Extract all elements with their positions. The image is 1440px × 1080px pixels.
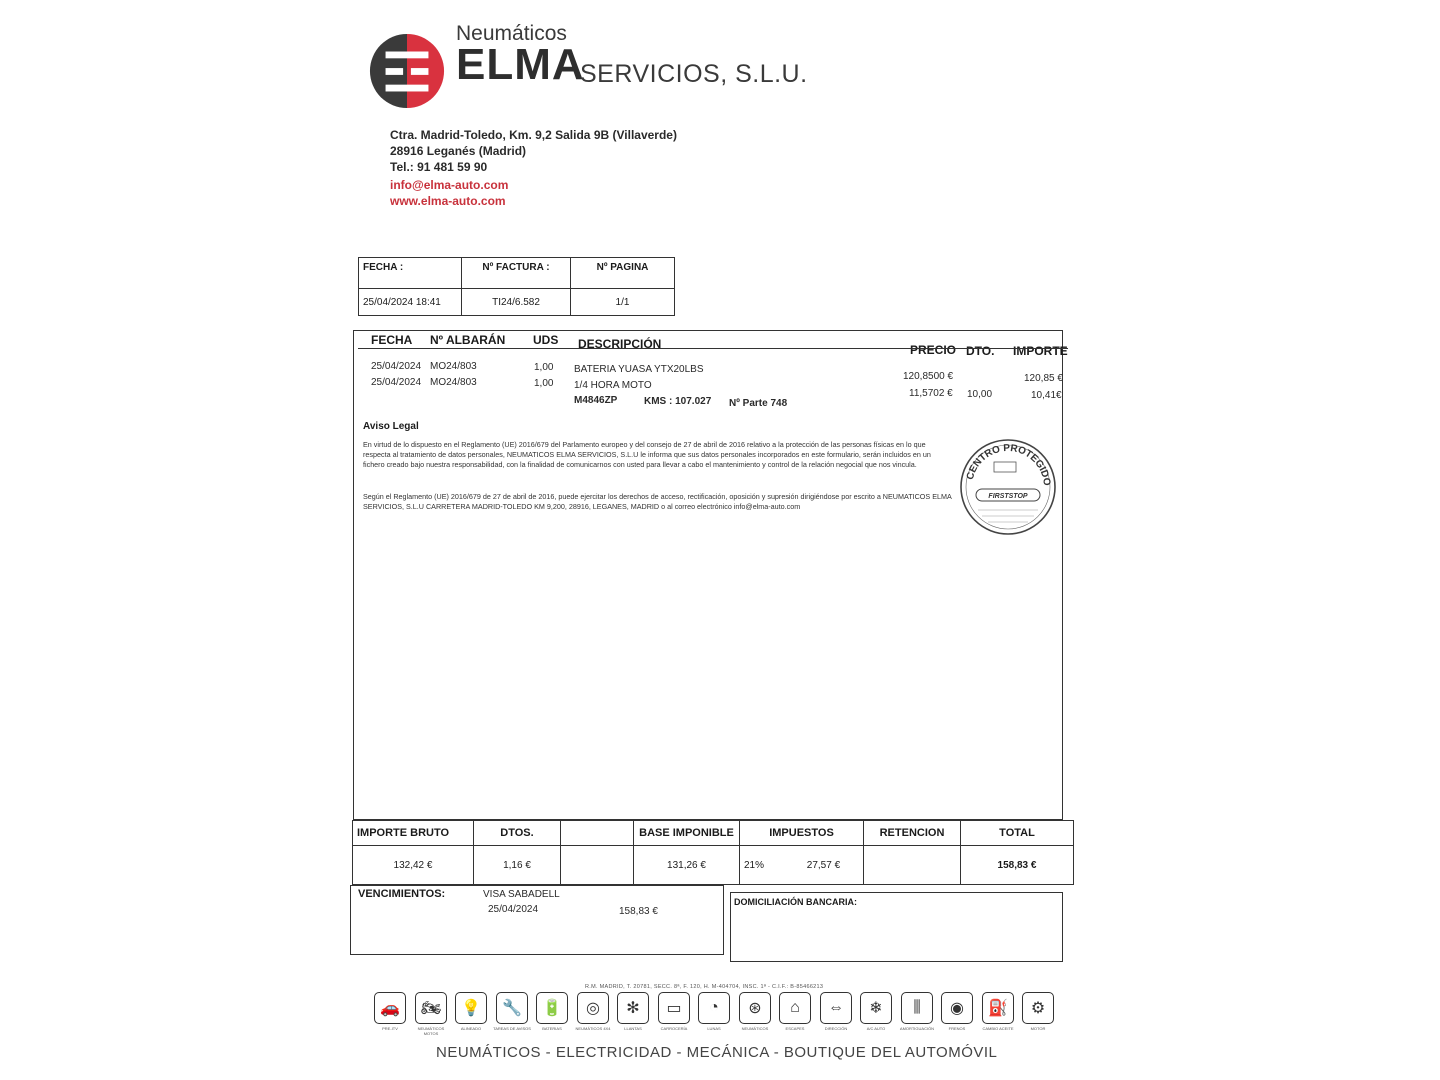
service-label: ESCAPES bbox=[785, 1026, 805, 1031]
svg-text:CENTRO PROTEGIDO bbox=[965, 443, 1052, 487]
service-label: FRENOS bbox=[948, 1026, 966, 1031]
vehicle-kms: KMS : 107.027 bbox=[644, 396, 712, 407]
vencimientos-method: VISA SABADELL bbox=[483, 889, 560, 900]
car-icon: 🚗 bbox=[374, 992, 406, 1024]
line-2-albaran: MO24/803 bbox=[430, 377, 477, 388]
brand-top-text: Neumáticos bbox=[456, 22, 567, 45]
service-label: TAREAS DE AVISOS bbox=[493, 1026, 531, 1031]
total-label: TOTAL bbox=[961, 821, 1074, 846]
service-label: CAMBIO ACEITE bbox=[982, 1026, 1014, 1031]
shock-icon: ⫼ bbox=[901, 992, 933, 1024]
iva-amount: 27,57 € bbox=[806, 859, 841, 871]
brand-name: ELMA bbox=[456, 40, 585, 89]
line-2-fecha: 25/04/2024 bbox=[371, 377, 422, 388]
seal-arc-text: CENTRO PROTEGIDO bbox=[964, 442, 1053, 487]
col-dto: DTO. bbox=[966, 344, 995, 358]
vencimientos-label: VENCIMIENTOS: bbox=[358, 888, 446, 900]
service-label: A/C AUTO bbox=[866, 1026, 886, 1031]
service-label: BATERIAS bbox=[542, 1026, 562, 1031]
col-fecha: FECHA bbox=[371, 333, 413, 347]
factura-value: TI24/6.582 bbox=[462, 289, 571, 316]
service-label: DIRECCIÓN bbox=[824, 1026, 848, 1031]
retencion-label: RETENCION bbox=[864, 821, 961, 846]
iva-rate: 21% bbox=[744, 859, 765, 871]
vehicle-plate: M4846ZP bbox=[574, 395, 618, 406]
col-importe: IMPORTE bbox=[1013, 344, 1068, 358]
bruto-label: IMPORTE BRUTO bbox=[353, 821, 474, 846]
company-logo bbox=[368, 32, 446, 110]
light-icon: 💡 bbox=[455, 992, 487, 1024]
col-uds: UDS bbox=[533, 333, 559, 347]
dtos-label: DTOS. bbox=[474, 821, 561, 846]
service-label: LUNAS bbox=[707, 1026, 721, 1031]
ac-icon: ❄ bbox=[860, 992, 892, 1024]
service-label: NEUMÁTICOS bbox=[741, 1026, 769, 1031]
legal-paragraph-2: Según el Reglamento (UE) 2016/679 de 27 de abril de 2016, puede ejercitar los derechos de acceso, rectificación, oposición y supresión dirigiéndose por escrito a NEUMATICOS ELMA SERVICIOS, S.L.U CARRETERA MADRID-TOLEDO KM 9,200, 28916, LEGANES, MADRID o al correo electrónico info@elma-auto.com bbox=[363, 492, 952, 511]
line-1-precio: 120,8500 € bbox=[903, 371, 954, 382]
pagina-value: 1/1 bbox=[571, 289, 675, 316]
wrench-icon: 🔧 bbox=[496, 992, 528, 1024]
address-line-1: Ctra. Madrid-Toledo, Km. 9,2 Salida 9B (Villaverde) bbox=[390, 128, 677, 142]
col-precio: PRECIO bbox=[910, 343, 957, 357]
service-label: CARROCERÍA bbox=[660, 1026, 688, 1031]
service-label: NEUMÁTICOS MOTOS bbox=[417, 1026, 445, 1036]
vencimientos-amount: 158,83 € bbox=[619, 906, 658, 917]
gauge-icon: ◔ bbox=[698, 992, 730, 1024]
service-label: ALINEADO bbox=[460, 1026, 482, 1031]
protected-center-seal bbox=[958, 432, 1058, 542]
service-label: NEUMÁTICOS 4X4 bbox=[575, 1026, 611, 1031]
line-2-importe: 10,41€ bbox=[1031, 390, 1062, 401]
line-1-uds: 1,00 bbox=[534, 362, 554, 373]
seal-brand: FIRSTSTOP bbox=[988, 493, 1028, 500]
column-divider bbox=[358, 348, 1068, 349]
oil-icon: ⛽ bbox=[982, 992, 1014, 1024]
tyre-icon: ◎ bbox=[577, 992, 609, 1024]
registry-text: R.M. MADRID, T. 20781, SECC. 8ª, F. 120, H. M-404704, INSC. 1ª - C.I.F.: B-85466213 bbox=[585, 984, 824, 990]
footer-services: NEUMÁTICOS - ELECTRICIDAD - MECÁNICA - BOUTIQUE DEL AUTOMÓVIL bbox=[436, 1044, 998, 1061]
rim-icon: ✻ bbox=[617, 992, 649, 1024]
line-2-uds: 1,00 bbox=[534, 378, 554, 389]
col-descripcion: DESCRIPCIÓN bbox=[578, 337, 662, 351]
col-albaran: Nº ALBARÁN bbox=[430, 333, 506, 347]
base-label: BASE IMPONIBLE bbox=[634, 821, 740, 846]
brake-icon: ◉ bbox=[941, 992, 973, 1024]
line-2-dto: 10,00 bbox=[967, 389, 993, 400]
service-label: MOTOR bbox=[1030, 1026, 1046, 1031]
pagina-label: Nº PAGINA bbox=[571, 258, 675, 289]
impuestos-value bbox=[740, 846, 864, 885]
line-1-importe: 120,85 € bbox=[1024, 373, 1063, 384]
blank-value bbox=[561, 846, 634, 885]
wheel-icon: ⊛ bbox=[739, 992, 771, 1024]
line-1-albaran: MO24/803 bbox=[430, 361, 477, 372]
address-line-2: 28916 Leganés (Madrid) bbox=[390, 144, 527, 158]
line-2-desc: 1/4 HORA MOTO bbox=[574, 380, 652, 391]
factura-label: Nº FACTURA : bbox=[462, 258, 571, 289]
brand-suffix: SERVICIOS, S.L.U. bbox=[580, 60, 808, 88]
vencimientos-date: 25/04/2024 bbox=[488, 904, 539, 915]
fecha-value: 25/04/2024 18:41 bbox=[359, 289, 462, 316]
service-label: AMORTIGUACIÓN bbox=[899, 1026, 935, 1031]
exhaust-icon: ⌂ bbox=[779, 992, 811, 1024]
legal-title: Aviso Legal bbox=[363, 421, 419, 432]
retencion-value bbox=[864, 846, 961, 885]
battery-icon: 🔋 bbox=[536, 992, 568, 1024]
door-icon: ▭ bbox=[658, 992, 690, 1024]
base-value: 131,26 € bbox=[634, 846, 740, 885]
line-1-desc: BATERIA YUASA YTX20LBS bbox=[574, 364, 704, 375]
fecha-label: FECHA : bbox=[359, 258, 462, 289]
legal-paragraph-1: En virtud de lo dispuesto en el Reglamento (UE) 2016/679 del Parlamento europeo y del consejo de 27 de abril de 2016 relativo a la protección de las personas físicas en lo que respecta al tratamiento de datos personales, NEUMATICOS ELMA SERVICIOS, S.L.U le informa que sus datos personales incorporados en este formulario, serán incluidos en un fichero creado bajo nuestra responsabilidad, con la finalidad de comunicarnos con usted para llevar a cabo el mantenimiento y control de la relación negocial que nos vincula. bbox=[363, 440, 931, 469]
email-link[interactable]: info@elma-auto.com bbox=[390, 178, 509, 192]
services-icon-row bbox=[374, 992, 1064, 1038]
bruto-value: 132,42 € bbox=[353, 846, 474, 885]
axle-icon: ⇔ bbox=[820, 992, 852, 1024]
blank-column bbox=[561, 821, 634, 846]
totals-table bbox=[352, 820, 1074, 885]
line-1-fecha: 25/04/2024 bbox=[371, 361, 422, 372]
line-2-precio: 11,5702 € bbox=[909, 388, 953, 399]
moto-icon: 🏍 bbox=[415, 992, 447, 1024]
service-label: LLANTAS bbox=[624, 1026, 642, 1031]
invoice-header-table bbox=[358, 257, 675, 316]
web-link[interactable]: www.elma-auto.com bbox=[390, 194, 506, 208]
service-label: PRE-ITV bbox=[382, 1026, 398, 1031]
domiciliacion-label: DOMICILIACIÓN BANCARIA: bbox=[734, 897, 857, 907]
engine-icon: ⚙ bbox=[1022, 992, 1054, 1024]
total-value: 158,83 € bbox=[961, 846, 1074, 885]
vehicle-parte: Nº Parte 748 bbox=[729, 398, 788, 409]
phone: Tel.: 91 481 59 90 bbox=[390, 160, 488, 174]
dtos-value: 1,16 € bbox=[474, 846, 561, 885]
impuestos-label: IMPUESTOS bbox=[740, 821, 864, 846]
